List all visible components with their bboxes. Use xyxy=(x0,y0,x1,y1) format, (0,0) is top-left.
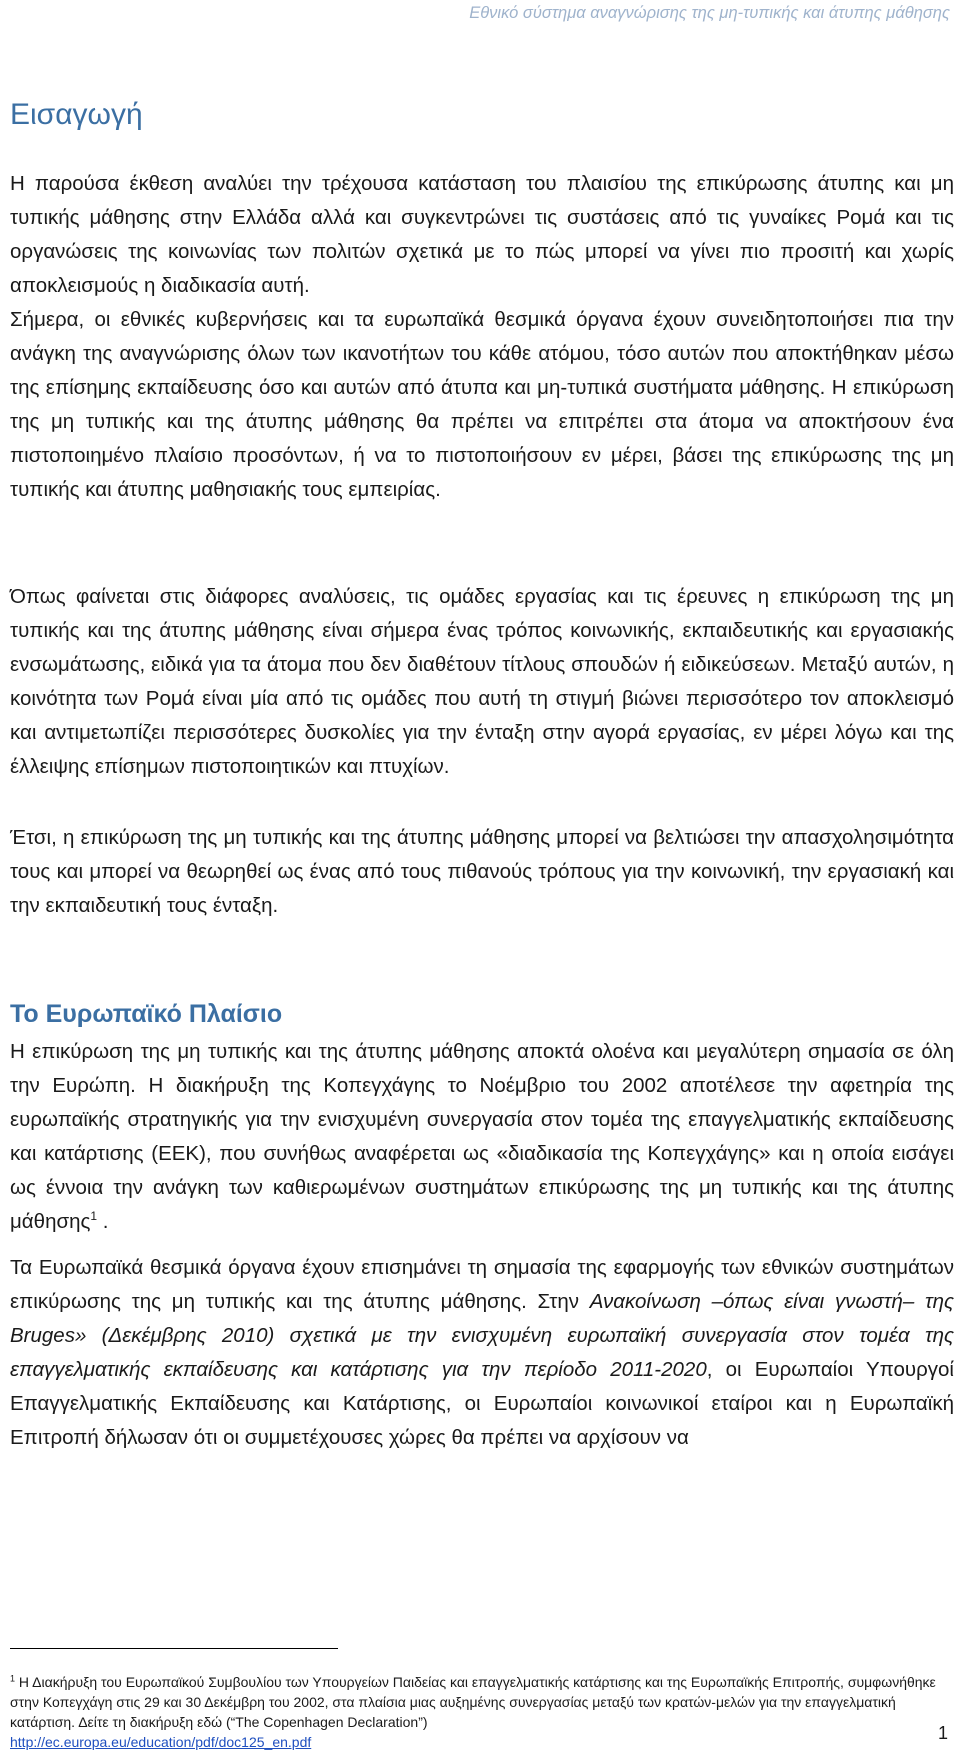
footnote-text: Η Διακήρυξη του Ευρωπαϊκού Συμβουλίου των Υπουργείων Παιδείας και επαγγελματικής κατάρτισης και της Ευρωπαϊκής Επιτροπής, συμφωνήθηκε στην Κοπεγχάγη στις 29 και 30 Δεκέμβρη του 2002, στα πλαίσια μιας αυξημένης συνεργασίας μεταξύ των κρατών-μελών για την επαγγελματική κατάρτιση. Δείτε τη διακήρυξη εδώ (“The Copenhagen Declaration”) xyxy=(10,1674,936,1730)
paragraph xyxy=(10,1035,954,1239)
paragraph xyxy=(10,1251,954,1455)
running-header: Εθνικό σύστημα αναγνώρισης της μη-τυπικής και άτυπης μάθησης xyxy=(469,4,950,22)
paragraph: Έτσι, η επικύρωση της μη τυπικής και της άτυπης μάθησης μπορεί να βελτιώσει την απασχολησιμότητα τους και μπορεί να θεωρηθεί ως ένας από τους πιθανούς τρόπους για την κοινωνική, την εργασιακή και την εκπαιδευτική τους ένταξη. xyxy=(10,826,954,917)
page-number: 1 xyxy=(937,1723,948,1743)
section-title-european-framework: Το Ευρωπαϊκό Πλαίσιο xyxy=(10,1000,283,1028)
paragraph-text: Η επικύρωση της μη τυπικής και της άτυπης μάθησης αποκτά ολοένα και μεγαλύτερη σημασία σε όλη την Ευρώπη. Η διακήρυξη της Κοπεγχάγης το Νοέμβριο του 2002 αποτέλεσε την αφετηρία της ευρωπαϊκής στρατηγικής για την ενισχυμένη συνεργασία στον τομέα της επαγγελματικής εκπαίδευσης και κατάρτισης (ΕΕΚ), που συνήθως αναφέρεται ως «διαδικασία της Κοπεγχάγης» και η οποία εισάγει ως έννοια την ανάγκη των καθιερωμένων συστημάτων επικύρωσης της μη τυπικής και της άτυπης μάθησης xyxy=(10,1040,954,1233)
paragraph-text-end: , οι Ευρωπαίοι Υπουργοί Επαγγελματικής Εκπαίδευσης και Κατάρτισης, οι Ευρωπαίοι κοινωνικοί εταίροι και η Ευρωπαϊκή Επιτροπή δήλωσαν ότι οι συμμετέχουσες χώρες θα πρέπει να αρχίσουν να xyxy=(10,1358,954,1449)
footnote-link[interactable]: http://ec.europa.eu/education/pdf/doc125_en.pdf xyxy=(10,1734,312,1750)
footnote-separator xyxy=(10,1648,338,1649)
paragraph-text-end: . xyxy=(97,1210,109,1233)
paragraph-text: Τα Ευρωπαϊκά θεσμικά όργανα έχουν επισημάνει τη σημασία της εφαρμογής των εθνικών συστημάτων επικύρωσης της μη τυπικής και της άτυπης μάθησης. Στην xyxy=(10,1256,954,1313)
paragraph: Σήμερα, οι εθνικές κυβερνήσεις και τα ευρωπαϊκά θεσμικά όργανα έχουν συνειδητοποιήσει πια την ανάγκη της αναγνώρισης όλων των ικανοτήτων του κάθε ατόμου, τόσο αυτών που αποκτήθηκαν μέσω της επίσημης εκπαίδευσης όσο και αυτών από άτυπα και μη-τυπικά συστήματα μάθησης. Η επικύρωση της μη τυπικής και της άτυπης μάθησης θα πρέπει να επιτρέπει στα άτομα να αποκτήσουν ένα πιστοποιημένο πλαίσιο προσόντων, ή να το πιστοποιήσουν εν μέρει, βάσει της επικύρωσης της μη τυπικής και άτυπης μαθησιακής τους εμπειρίας. xyxy=(10,308,954,501)
paragraph: Η παρούσα έκθεση αναλύει την τρέχουσα κατάσταση του πλαισίου της επικύρωσης άτυπης και μη τυπικής μάθησης στην Ελλάδα αλλά και συγκεντρώνει τις συστάσεις από τις γυναίκες Ρομά και τις οργανώσεις της κοινωνίας των πολιτών σχετικά με το πώς μπορεί να γίνει πιο προσιτή και χωρίς αποκλεισμούς η διαδικασία αυτή. xyxy=(10,172,954,297)
footnote xyxy=(10,1672,940,1752)
footnote-reference[interactable]: 1 xyxy=(90,1209,98,1224)
footnote-number: 1 xyxy=(10,1673,16,1684)
italic-citation: Ανακοίνωση –όπως είναι γνωστή– της Bruges» (Δεκέμβρης 2010) σχετικά με την ενισχυμένη ευρωπαϊκή συνεργασία στον τομέα της επαγγελματικής εκπαίδευσης και κατάρτισης για την περίοδο 2011-2020 xyxy=(10,1290,954,1381)
section-title-introduction: Εισαγωγή xyxy=(10,98,143,131)
paragraph: Όπως φαίνεται στις διάφορες αναλύσεις, τις ομάδες εργασίας και τις έρευνες η επικύρωση της μη τυπικής και της άτυπης μάθησης είναι σήμερα ένας τρόπος κοινωνικής, εκπαιδευτικής και εργασιακής ενσωμάτωσης, ειδικά για τα άτομα που δεν διαθέτουν τίτλους σπουδών ή ειδικεύσεων. Μεταξύ αυτών, η κοινότητα των Ρομά είναι μία από τις ομάδες που αυτή τη στιγμή βιώνει περισσότερο τον αποκλεισμό και αντιμετωπίζει περισσότερες δυσκολίες για την ένταξη στην αγορά εργασίας, εν μέρει λόγω και της έλλειψης επίσημων πιστοποιητικών και πτυχίων. xyxy=(10,585,954,778)
